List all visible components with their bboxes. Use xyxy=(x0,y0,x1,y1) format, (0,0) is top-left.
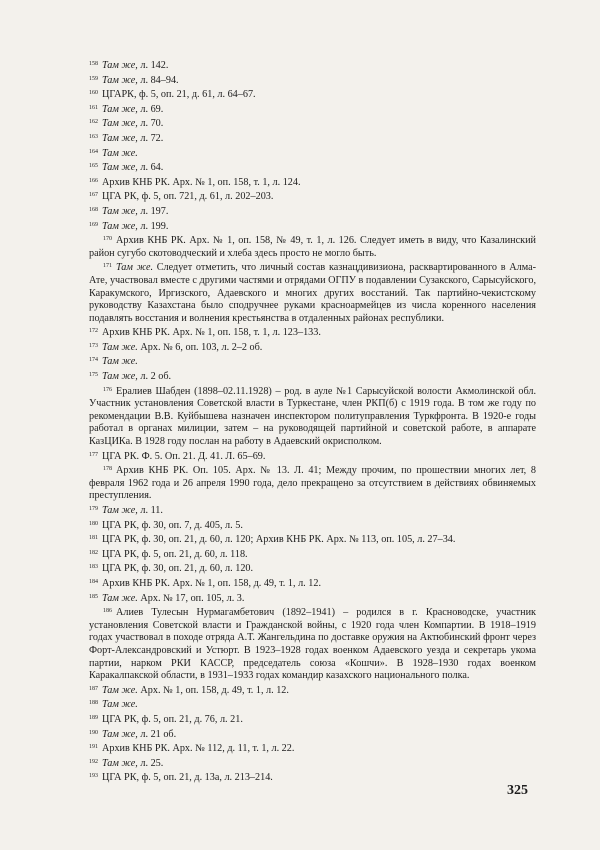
footnote-text: Архив КНБ РК. Арх. № 1, оп. 158, д. 49, т. 1, л. 12. xyxy=(102,577,322,589)
footnote-text: Следует отметить, что личный состав казнацдивизиона, расквартированного в Алма-Ате, участвовал вместе с другими частями и отрядами ОГПУ в подавлении Сузакского, Сарысуйского, Каракумского, Иргизского, Адаевского и многих других восстаний. Так партийно-чекистскому руководству Казахстана было сподручнее руками красноармейцев из числа коренного населения подавлять восстания и волнения крестьянства в отдаленных районах республики. xyxy=(89,262,536,324)
footnote-163 xyxy=(89,131,536,146)
page-number: 325 xyxy=(507,783,528,798)
footnote-text: Архив КНБ РК. Арх. № 1, оп. 158, т. 1, л. 123–133. xyxy=(102,327,321,339)
footnote-184 xyxy=(89,576,536,591)
footnote-192 xyxy=(89,756,536,771)
footnote-number: 187 xyxy=(89,685,98,692)
footnote-text: ЦГА РК, ф. 5, оп. 21, д. 60, л. 118. xyxy=(102,548,248,560)
footnote-number: 159 xyxy=(89,75,98,82)
footnote-170 xyxy=(89,233,536,260)
footnote-text: ЦГА РК, ф. 30, оп. 21, д. 60, л. 120. xyxy=(102,563,254,575)
footnote-189 xyxy=(89,712,536,727)
footnote-ibid: Там же. xyxy=(102,592,138,604)
footnote-number: 166 xyxy=(89,177,98,184)
footnote-number: 169 xyxy=(89,221,98,228)
footnote-186 xyxy=(89,605,536,683)
footnote-number: 174 xyxy=(89,357,98,364)
footnote-text: Архив КНБ РК. Арх. № 112, д. 11, т. 1, л. 22. xyxy=(102,743,295,755)
footnote-191 xyxy=(89,741,536,756)
footnote-text: ЦГА РК, ф. 5, оп. 21, д. 13а, л. 213–214. xyxy=(102,772,273,784)
footnote-ibid: Там же, xyxy=(102,220,138,232)
footnote-159 xyxy=(89,73,536,88)
footnote-text: ЦГА РК. Ф. 5. Оп. 21. Д. 41. Л. 65–69. xyxy=(102,450,266,462)
footnote-text: л. 199. xyxy=(137,220,169,232)
footnote-text: ЦГА РК, ф. 5, оп. 21, д. 76, л. 21. xyxy=(102,713,243,725)
footnote-number: 184 xyxy=(89,578,98,585)
footnote-number: 178 xyxy=(103,466,112,473)
footnote-text: Ералиев Шабден (1898–02.11.1928) – род. в ауле №1 Сарысуйской волости Акмолинской обл. Участник установления Советской власти в Туркестане, член РКП(б) с 1919 года. В том же году по рекомендации В.В. Куйбышева назначен инспектором политуправления Туркфронта. В 1920-е годы работал в органах милиции, затем – на руководящей партийной и советской работе, в аппарате КазЦИКа. В 1928 году послан на работу в Адаевский окрисполком. xyxy=(89,385,536,448)
footnote-158 xyxy=(89,58,536,73)
footnote-181 xyxy=(89,532,536,547)
footnote-text: ЦГА РК, ф. 30, оп. 7, д. 405, л. 5. xyxy=(102,519,243,531)
footnote-text: л. 69. xyxy=(137,103,164,115)
footnote-ibid: Там же, xyxy=(102,132,138,144)
footnote-ibid: Там же, xyxy=(102,103,138,115)
footnote-number: 192 xyxy=(89,758,98,765)
footnote-number: 191 xyxy=(89,744,98,751)
footnote-162 xyxy=(89,116,536,131)
footnote-text: л. 11. xyxy=(137,505,163,516)
footnote-number: 162 xyxy=(89,119,98,126)
footnote-171 xyxy=(89,260,536,325)
footnote-text: л. 70. xyxy=(137,118,164,130)
footnote-number: 181 xyxy=(89,535,98,542)
footnote-number: 176 xyxy=(103,386,112,393)
footnote-ibid: Там же. xyxy=(102,147,138,159)
footnote-number: 167 xyxy=(89,192,98,199)
footnote-text: Арх. № 6, оп. 103, л. 2–2 об. xyxy=(137,341,263,353)
footnote-text: Арх. № 1, оп. 158, д. 49, т. 1, л. 12. xyxy=(137,684,289,696)
footnote-number: 168 xyxy=(89,206,98,213)
footnote-number: 163 xyxy=(89,133,98,140)
footnote-188 xyxy=(89,697,536,712)
footnote-number: 171 xyxy=(103,263,112,270)
footnote-number: 165 xyxy=(89,163,98,170)
footnote-179 xyxy=(89,503,536,518)
footnote-number: 182 xyxy=(89,549,98,556)
footnote-ibid: Там же, xyxy=(102,74,138,86)
footnote-ibid: Там же. xyxy=(102,684,138,696)
footnote-number: 172 xyxy=(89,328,98,335)
footnote-183 xyxy=(89,561,536,576)
footnote-180 xyxy=(89,518,536,533)
footnote-number: 164 xyxy=(89,148,98,155)
footnote-number: 186 xyxy=(103,608,112,615)
footnote-175 xyxy=(89,369,536,384)
footnote-number: 188 xyxy=(89,700,98,707)
footnote-text: л. 64. xyxy=(137,162,164,174)
footnote-166 xyxy=(89,175,536,190)
footnote-text: л. 72. xyxy=(137,132,164,144)
footnote-text: л. 84–94. xyxy=(137,74,179,86)
footnote-number: 177 xyxy=(89,451,98,458)
footnote-182 xyxy=(89,547,536,562)
footnote-177 xyxy=(89,449,536,464)
footnote-ibid: Там же, xyxy=(102,118,138,130)
footnote-number: 193 xyxy=(89,773,98,780)
footnote-number: 190 xyxy=(89,729,98,736)
footnote-ibid: Там же, xyxy=(102,371,138,383)
footnote-ibid: Там же, xyxy=(102,728,138,740)
footnote-text: л. 21 об. xyxy=(137,728,177,740)
footnote-text: Архив КНБ РК. Арх. № 1, оп. 158, т. 1, л. 124. xyxy=(102,176,301,188)
footnote-number: 183 xyxy=(89,564,98,571)
footnote-178 xyxy=(89,463,536,503)
footnote-ibid: Там же. xyxy=(102,356,138,368)
footnote-185 xyxy=(89,591,536,606)
footnote-number: 179 xyxy=(89,506,98,512)
footnote-ibid: Там же. xyxy=(102,341,138,353)
footnote-172 xyxy=(89,325,536,340)
footnote-ibid: Там же, xyxy=(102,757,138,769)
footnote-ibid: Там же. xyxy=(102,699,138,711)
footnote-168 xyxy=(89,204,536,219)
footnote-ibid: Там же, xyxy=(102,60,138,71)
footnote-text: л. 142. xyxy=(137,60,169,71)
footnote-text: Алиев Тулесын Нурмагамбетович (1892–1941) – родился в г. Красноводске, участник установления Советской власти и Гражданской войны, с 1920 года член Компартии. В 1918–1919 годах участвовал в походе отряда А.Т. Жангельдина по доставке оружия на Актюбинский фронт через Форт-Александровский и Устюрт. В 1923–1928 годах военком Адаевского уезда и секретарь укома партии, нарком РКИ КАССР, председатель союза «Кошчи». В 1928–1930 годах военком Каракалпакской области, в 1931–1933 годах командир казахского национального полка. xyxy=(89,607,536,682)
footnote-text: л. 25. xyxy=(137,757,164,769)
footnote-165 xyxy=(89,160,536,175)
footnote-text: л. 2 об. xyxy=(137,371,172,383)
footnote-number: 160 xyxy=(89,90,98,97)
footnote-text: Архив КНБ РК. Оп. 105. Арх. № 13. Л. 41; Между прочим, по прошествии многих лет, 8 февраля 1962 года и 26 апреля 1990 года, дело прекращено за отсутствием в действиях обвиняемых преступления. xyxy=(89,465,536,502)
footnote-text: л. 197. xyxy=(137,205,169,217)
footnote-ibid: Там же, xyxy=(102,162,138,174)
footnote-ibid: Там же, xyxy=(102,205,138,217)
footnote-187 xyxy=(89,683,536,698)
footnote-number: 173 xyxy=(89,342,98,349)
footnote-161 xyxy=(89,102,536,117)
footnote-number: 180 xyxy=(89,520,98,527)
footnote-ibid: Там же. xyxy=(116,262,154,274)
footnote-176 xyxy=(89,384,536,449)
footnote-190 xyxy=(89,727,536,742)
footnote-193 xyxy=(89,770,536,785)
footnote-173 xyxy=(89,340,536,355)
footnote-number: 161 xyxy=(89,104,98,111)
footnotes-list xyxy=(89,58,536,785)
footnote-text: Арх. № 17, оп. 105, л. 3. xyxy=(137,592,245,604)
footnote-169 xyxy=(89,219,536,234)
footnote-160 xyxy=(89,87,536,102)
footnote-text: Архив КНБ РК. Арх. № 1, оп. 158, № 49, т. 1, л. 126. Следует иметь в виду, что Казалинский район сугубо скотоводческий и хлеба здесь просто не могло быть. xyxy=(89,235,536,259)
footnote-text: ЦГА РК, ф. 30, оп. 21, д. 60, л. 120; Архив КНБ РК. Арх. № 113, оп. 105, л. 27–34. xyxy=(102,534,456,546)
footnote-ibid: Там же, xyxy=(102,505,138,516)
footnote-text: ЦГА РК, ф. 5, оп. 721, д. 61, л. 202–203. xyxy=(102,191,274,203)
footnote-number: 185 xyxy=(89,593,98,600)
footnote-167 xyxy=(89,189,536,204)
footnote-text: ЦГАРК, ф. 5, оп. 21, д. 61, л. 64–67. xyxy=(102,89,256,101)
footnote-number: 158 xyxy=(89,61,98,67)
footnote-number: 170 xyxy=(103,236,112,243)
footnote-number: 189 xyxy=(89,714,98,721)
footnote-number: 175 xyxy=(89,372,98,379)
footnote-174 xyxy=(89,354,536,369)
footnote-164 xyxy=(89,146,536,161)
